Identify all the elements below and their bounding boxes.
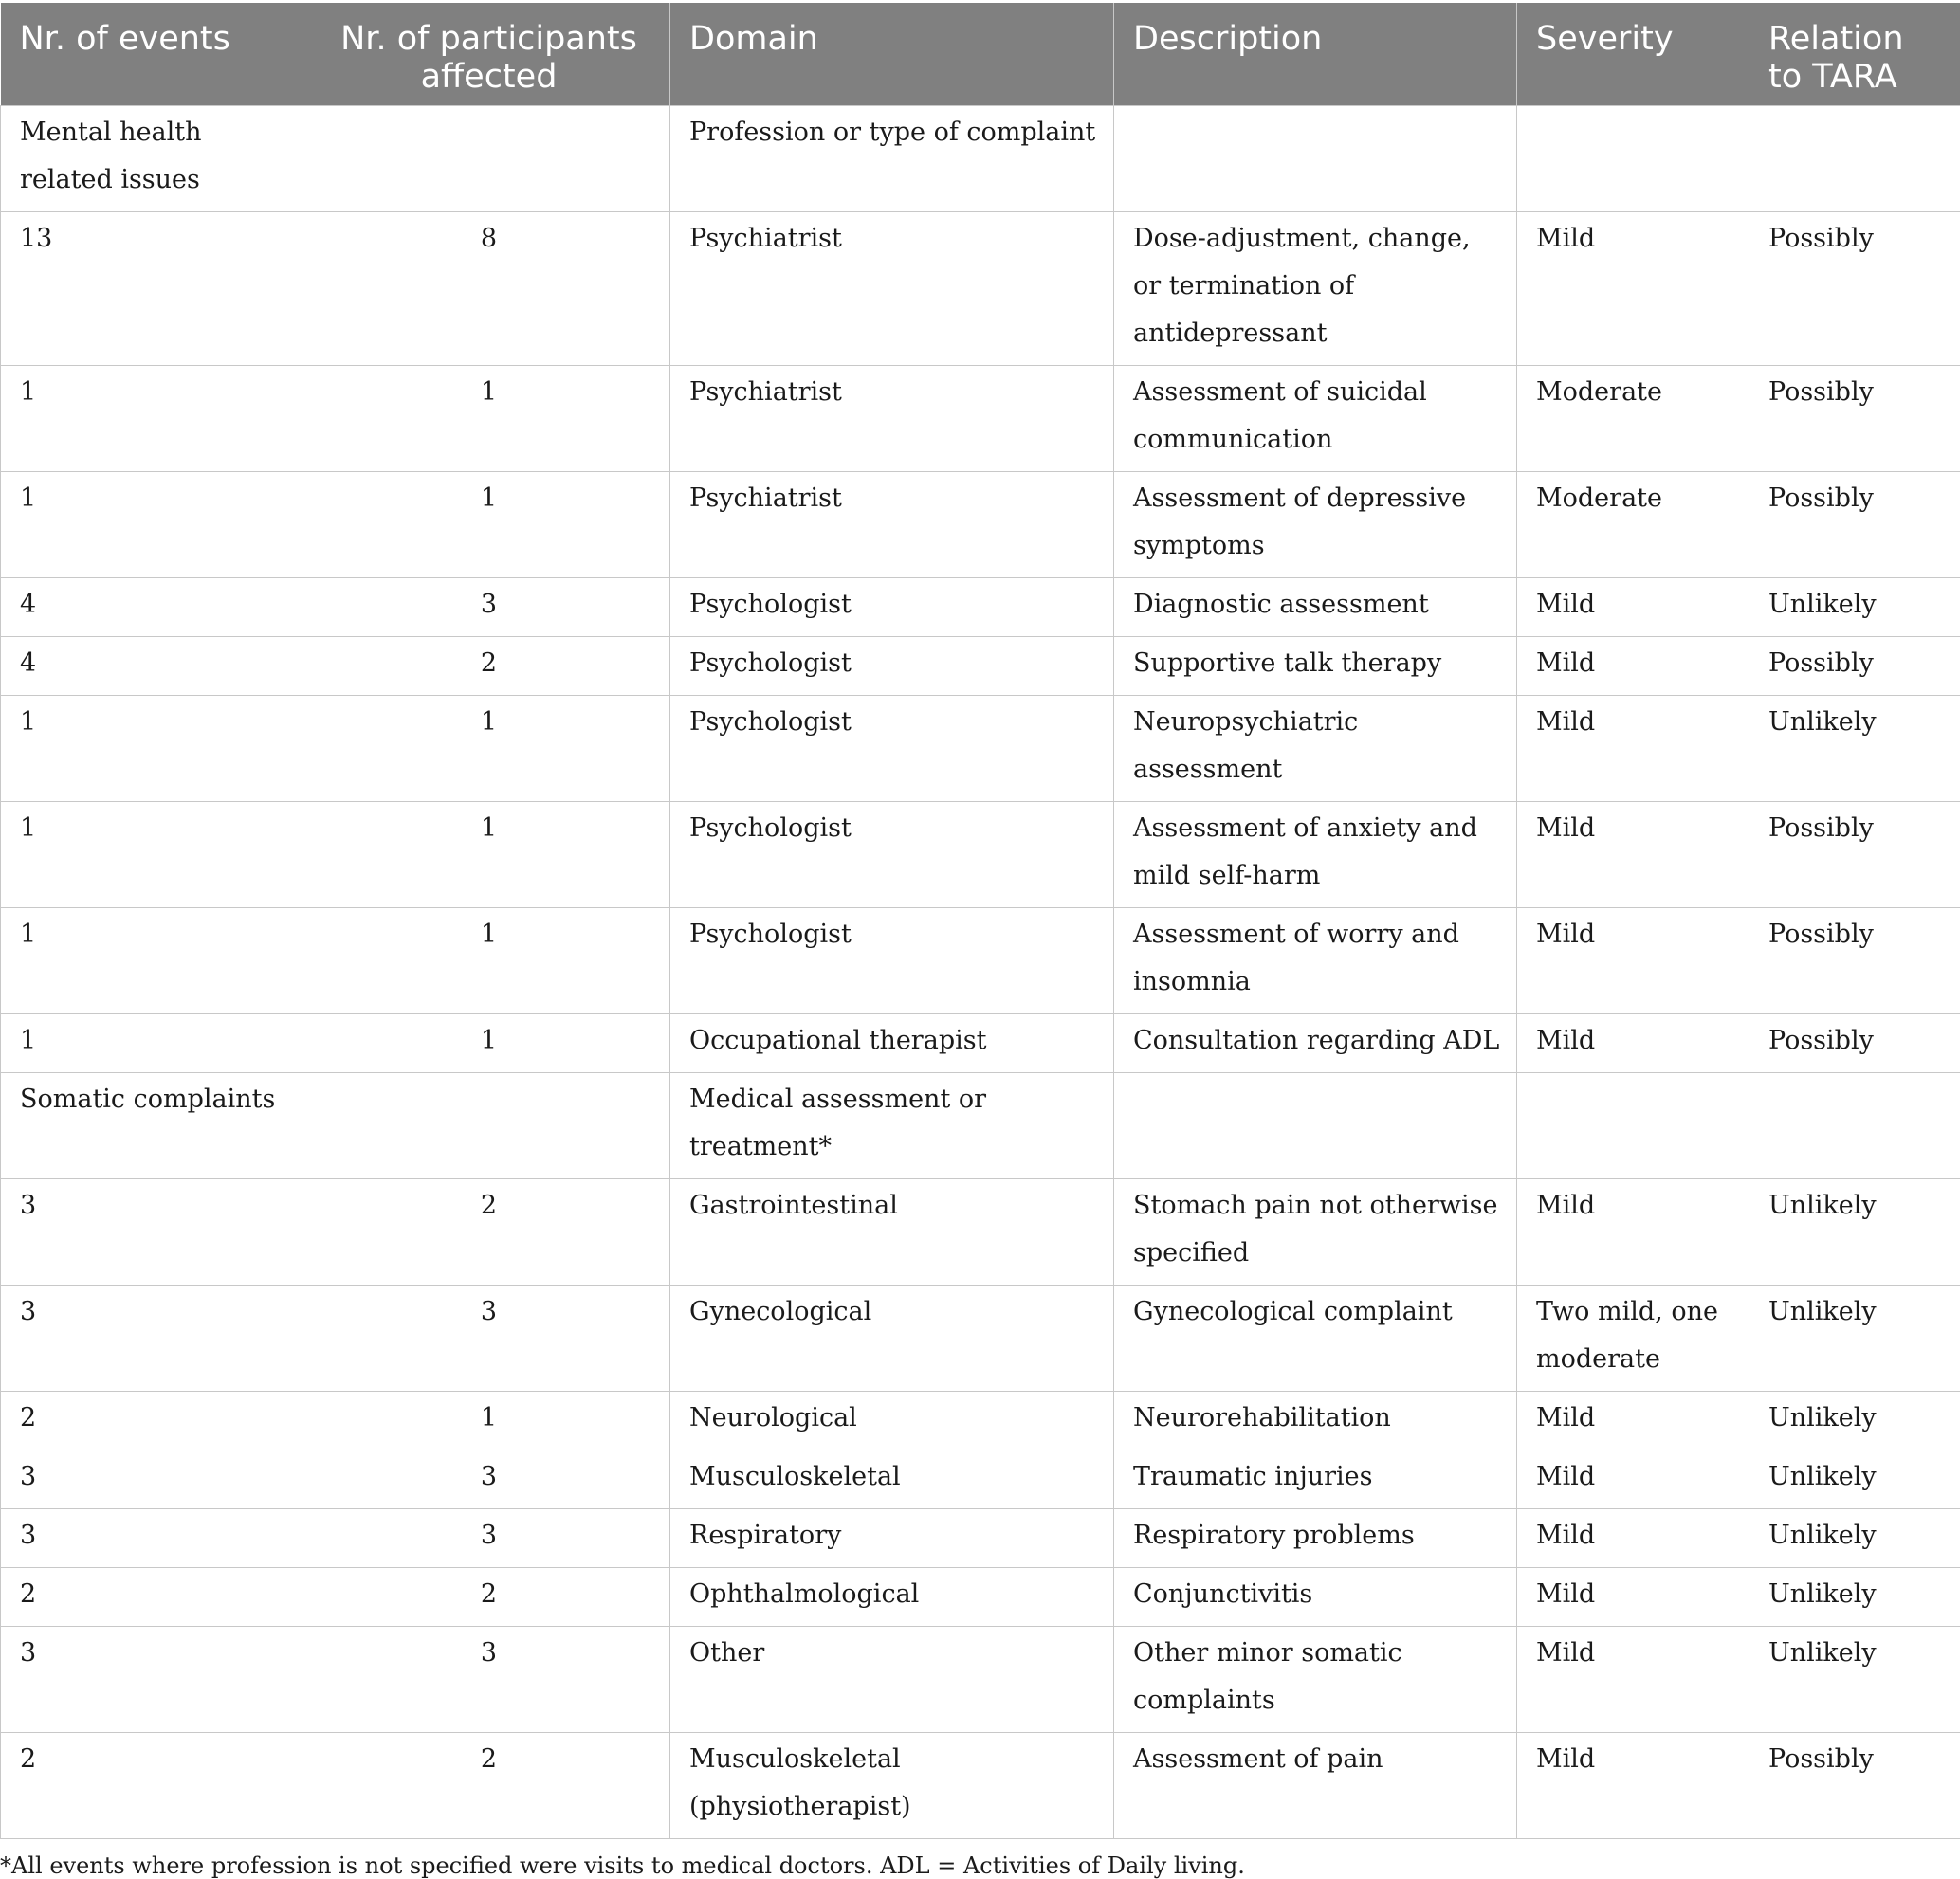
cell-domain: Other (670, 1627, 1114, 1733)
cell-relation: Unlikely (1749, 1627, 1960, 1733)
cell-severity: Mild (1517, 1627, 1749, 1733)
cell-participants: 1 (302, 908, 670, 1014)
cell-events: 1 (1, 908, 302, 1014)
cell-participants (302, 106, 670, 212)
table-header (1, 3, 1960, 106)
cell-relation: Possibly (1749, 908, 1960, 1014)
table-body (1, 106, 1960, 1839)
table-footnote: *All events where profession is not specified were visits to medical doctors. ADL = Activities of Daily living. (0, 1852, 1960, 1879)
cell-relation: Possibly (1749, 802, 1960, 908)
table-row (1, 212, 1960, 366)
cell-participants: 1 (302, 1014, 670, 1073)
cell-participants: 1 (302, 802, 670, 908)
cell-participants: 2 (302, 1733, 670, 1839)
cell-events: 3 (1, 1509, 302, 1568)
cell-domain: Musculoskeletal (physiotherapist) (670, 1733, 1114, 1839)
table-row (1, 1627, 1960, 1733)
cell-participants: 3 (302, 1509, 670, 1568)
cell-events: 1 (1, 1014, 302, 1073)
cell-severity: Mild (1517, 908, 1749, 1014)
cell-description: Dose-adjustment, change, or termination of antidepressant (1114, 212, 1517, 366)
cell-relation: Unlikely (1749, 1286, 1960, 1392)
cell-relation: Possibly (1749, 637, 1960, 696)
cell-domain: Psychologist (670, 802, 1114, 908)
cell-severity: Mild (1517, 212, 1749, 366)
table-row (1, 1073, 1960, 1179)
cell-severity: Mild (1517, 1733, 1749, 1839)
table-row (1, 696, 1960, 802)
cell-description: Conjunctivitis (1114, 1568, 1517, 1627)
cell-relation: Unlikely (1749, 1450, 1960, 1509)
cell-severity: Mild (1517, 637, 1749, 696)
cell-relation: Unlikely (1749, 1179, 1960, 1286)
cell-events: 1 (1, 802, 302, 908)
cell-events: 13 (1, 212, 302, 366)
header-severity: Severity (1517, 3, 1749, 106)
table-row (1, 908, 1960, 1014)
cell-severity (1517, 106, 1749, 212)
cell-domain: Neurological (670, 1392, 1114, 1450)
cell-domain: Medical assessment or treatment* (670, 1073, 1114, 1179)
cell-severity: Mild (1517, 578, 1749, 637)
cell-description: Traumatic injuries (1114, 1450, 1517, 1509)
cell-description: Assessment of depressive symptoms (1114, 472, 1517, 578)
cell-events: 1 (1, 472, 302, 578)
cell-events: 4 (1, 637, 302, 696)
cell-events: 2 (1, 1733, 302, 1839)
cell-participants: 2 (302, 637, 670, 696)
cell-events: 3 (1, 1450, 302, 1509)
header-domain: Domain (670, 3, 1114, 106)
cell-domain: Gynecological (670, 1286, 1114, 1392)
cell-events: Somatic complaints (1, 1073, 302, 1179)
table-row (1, 578, 1960, 637)
cell-relation: Possibly (1749, 1733, 1960, 1839)
cell-relation: Unlikely (1749, 578, 1960, 637)
table-row (1, 802, 1960, 908)
cell-participants: 1 (302, 1392, 670, 1450)
cell-description: Stomach pain not otherwise specified (1114, 1179, 1517, 1286)
cell-relation: Unlikely (1749, 1509, 1960, 1568)
cell-domain: Occupational therapist (670, 1014, 1114, 1073)
cell-description (1114, 106, 1517, 212)
cell-severity: Mild (1517, 1509, 1749, 1568)
header-relation: Relation to TARA (1749, 3, 1960, 106)
table-row (1, 1733, 1960, 1839)
cell-relation: Possibly (1749, 1014, 1960, 1073)
header-participants: Nr. of participants affected (302, 3, 670, 106)
cell-participants: 1 (302, 696, 670, 802)
cell-participants: 1 (302, 472, 670, 578)
table-row (1, 472, 1960, 578)
cell-domain: Psychologist (670, 908, 1114, 1014)
cell-participants: 2 (302, 1568, 670, 1627)
cell-description (1114, 1073, 1517, 1179)
cell-severity: Two mild, one moderate (1517, 1286, 1749, 1392)
cell-participants: 8 (302, 212, 670, 366)
cell-relation: Unlikely (1749, 1568, 1960, 1627)
table-row (1, 106, 1960, 212)
table-row (1, 1450, 1960, 1509)
cell-participants: 3 (302, 1627, 670, 1733)
cell-events: 3 (1, 1627, 302, 1733)
cell-description: Other minor somatic complaints (1114, 1627, 1517, 1733)
cell-events: 1 (1, 696, 302, 802)
cell-domain: Psychiatrist (670, 366, 1114, 472)
cell-events: 1 (1, 366, 302, 472)
cell-events: 3 (1, 1286, 302, 1392)
cell-relation (1749, 1073, 1960, 1179)
cell-domain: Psychiatrist (670, 212, 1114, 366)
adverse-events-table (0, 3, 1960, 1839)
table-row (1, 637, 1960, 696)
cell-relation: Unlikely (1749, 1392, 1960, 1450)
cell-participants: 3 (302, 578, 670, 637)
cell-description: Neurorehabilitation (1114, 1392, 1517, 1450)
cell-severity (1517, 1073, 1749, 1179)
cell-description: Supportive talk therapy (1114, 637, 1517, 696)
cell-description: Diagnostic assessment (1114, 578, 1517, 637)
header-row (1, 3, 1960, 106)
cell-severity: Mild (1517, 1392, 1749, 1450)
cell-domain: Psychiatrist (670, 472, 1114, 578)
cell-domain: Musculoskeletal (670, 1450, 1114, 1509)
cell-participants (302, 1073, 670, 1179)
cell-severity: Moderate (1517, 366, 1749, 472)
cell-severity: Mild (1517, 1450, 1749, 1509)
cell-description: Respiratory problems (1114, 1509, 1517, 1568)
cell-description: Assessment of anxiety and mild self-harm (1114, 802, 1517, 908)
header-events: Nr. of events (1, 3, 302, 106)
cell-description: Neuropsychiatric assessment (1114, 696, 1517, 802)
table-row (1, 1014, 1960, 1073)
cell-severity: Mild (1517, 1568, 1749, 1627)
cell-description: Consultation regarding ADL (1114, 1014, 1517, 1073)
cell-domain: Psychologist (670, 578, 1114, 637)
cell-events: 2 (1, 1392, 302, 1450)
cell-events: 3 (1, 1179, 302, 1286)
cell-relation: Possibly (1749, 472, 1960, 578)
table-row (1, 1509, 1960, 1568)
cell-description: Gynecological complaint (1114, 1286, 1517, 1392)
cell-relation: Possibly (1749, 212, 1960, 366)
table-row (1, 1286, 1960, 1392)
cell-severity: Moderate (1517, 472, 1749, 578)
cell-events: 2 (1, 1568, 302, 1627)
cell-relation: Unlikely (1749, 696, 1960, 802)
cell-participants: 3 (302, 1450, 670, 1509)
cell-domain: Respiratory (670, 1509, 1114, 1568)
cell-domain: Psychologist (670, 696, 1114, 802)
cell-participants: 1 (302, 366, 670, 472)
cell-participants: 3 (302, 1286, 670, 1392)
cell-severity: Mild (1517, 696, 1749, 802)
cell-domain: Ophthalmological (670, 1568, 1114, 1627)
cell-domain: Psychologist (670, 637, 1114, 696)
header-description: Description (1114, 3, 1517, 106)
table-row (1, 1179, 1960, 1286)
cell-participants: 2 (302, 1179, 670, 1286)
cell-relation (1749, 106, 1960, 212)
cell-description: Assessment of worry and insomnia (1114, 908, 1517, 1014)
cell-domain: Gastrointestinal (670, 1179, 1114, 1286)
cell-severity: Mild (1517, 802, 1749, 908)
table-row (1, 1568, 1960, 1627)
table-row (1, 366, 1960, 472)
cell-severity: Mild (1517, 1014, 1749, 1073)
cell-events: Mental health related issues (1, 106, 302, 212)
cell-description: Assessment of pain (1114, 1733, 1517, 1839)
cell-description: Assessment of suicidal communication (1114, 366, 1517, 472)
cell-events: 4 (1, 578, 302, 637)
table-row (1, 1392, 1960, 1450)
cell-relation: Possibly (1749, 366, 1960, 472)
cell-severity: Mild (1517, 1179, 1749, 1286)
cell-domain: Profession or type of complaint (670, 106, 1114, 212)
